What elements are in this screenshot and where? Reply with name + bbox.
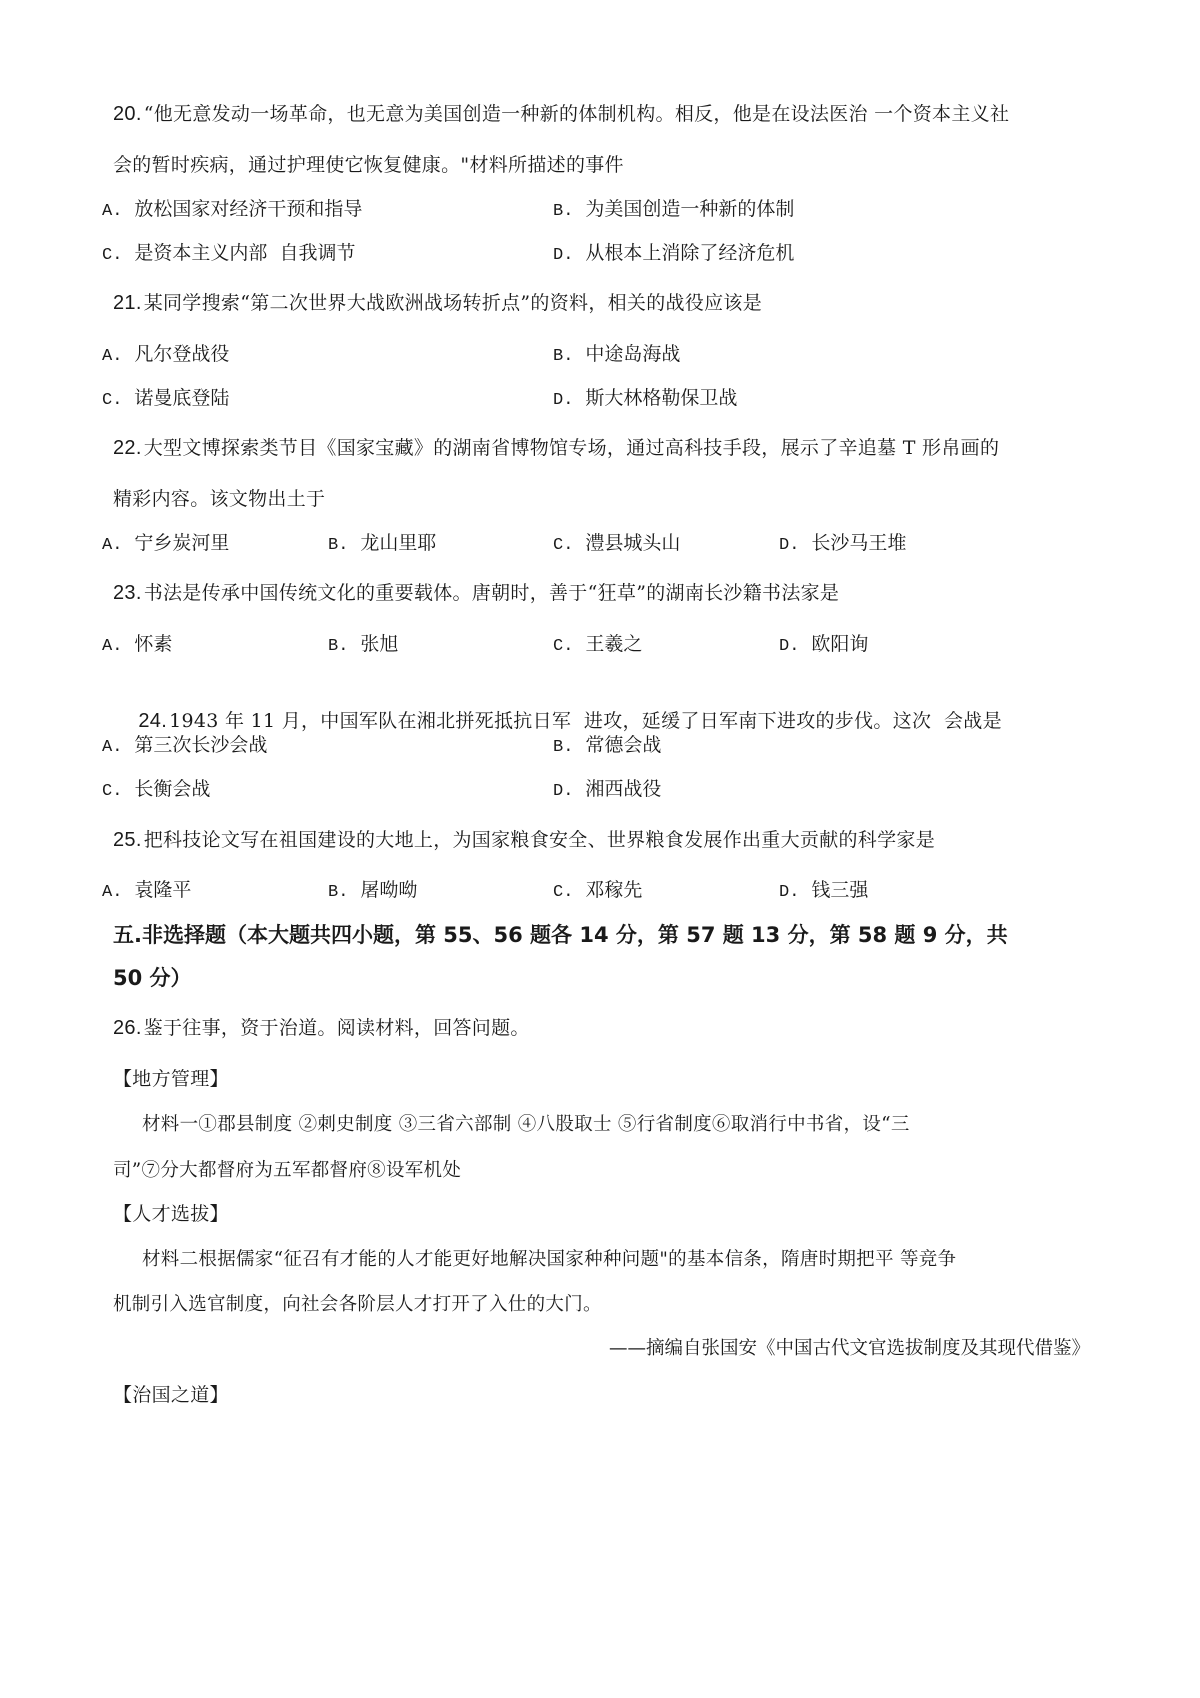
option-text: 王羲之 (585, 633, 643, 655)
question-20-option-d (553, 240, 794, 269)
option-text: 龙山里耶 (360, 532, 437, 554)
question-number: 20. (113, 103, 142, 125)
option-key: B. (553, 738, 574, 757)
option-key: B. (553, 347, 574, 366)
option-key: C. (553, 536, 574, 555)
question-24-option-d (553, 776, 661, 805)
option-text: 第三次长沙会战 (134, 734, 268, 756)
section-title-line-1: 五.非选择题（本大题共四小题，第 55、56 题各 14 分，第 57 题 13 分，第 58 题 9 分，共 (113, 923, 1008, 947)
question-26-intro (113, 1015, 1100, 1041)
option-text: 张旭 (360, 633, 399, 655)
option-key: A. (102, 738, 123, 757)
option-key: B. (553, 202, 574, 221)
option-text: 长沙马王堆 (811, 532, 907, 554)
question-21-option-a (102, 341, 229, 370)
question-number: 26. (113, 1017, 142, 1039)
question-text: 某同学搜索“第二次世界大战欧洲战场转折点”的资料，相关的战役应该是 (143, 292, 763, 314)
option-key: A. (102, 637, 123, 656)
question-20-line-2: 会的暂时疾病，通过护理使它恢复健康。"材料所描述的事件 (113, 154, 624, 176)
option-text: 邓稼先 (585, 879, 643, 901)
option-key: D. (779, 883, 800, 902)
question-number: 25. (113, 829, 142, 851)
question-text: “他无意发动一场革命，也无意为美国创造一种新的体制机构。相反，他是在设法医治 一个资本主义社 (143, 103, 1010, 125)
material-2-line-2: 机制引入选官制度，向社会各阶层人才打开了入仕的大门。 (113, 1294, 602, 1315)
option-text: 湘西战役 (585, 778, 662, 800)
option-key: C. (102, 246, 123, 265)
option-key: B. (328, 637, 349, 656)
option-text: 从根本上消除了经济危机 (585, 242, 795, 264)
option-key: D. (779, 637, 800, 656)
question-22-option-b (328, 530, 436, 559)
question-22-line-1 (113, 435, 1100, 461)
option-text: 欧阳询 (811, 633, 869, 655)
option-text: 中途岛海战 (585, 343, 681, 365)
question-number: 24. (138, 710, 168, 732)
question-23-option-c (553, 631, 642, 660)
option-key: A. (102, 202, 123, 221)
question-23-option-d (779, 631, 868, 660)
option-text: 屠呦呦 (360, 879, 418, 901)
question-24-option-b (553, 732, 661, 761)
question-25-option-b (328, 877, 417, 906)
question-number: 22. (113, 437, 142, 459)
option-key: A. (102, 536, 123, 555)
option-text: 放松国家对经济干预和指导 (134, 198, 363, 220)
question-25-option-a (102, 877, 191, 906)
option-text: 袁隆平 (134, 879, 192, 901)
option-text: 凡尔登战役 (134, 343, 230, 365)
material-2-attribution: ——摘编自张国安《中国古代文官选拔制度及其现代借鉴》 (608, 1338, 1090, 1359)
question-24-option-c (102, 776, 210, 805)
question-20-option-c (102, 240, 356, 269)
material-1-line-1: 材料一①郡县制度 ②刺史制度 ③三省六部制 ④八股取士 ⑤行省制度⑥取消行中书省，设“三 (142, 1114, 910, 1135)
question-text: 把科技论文写在祖国建设的大地上，为国家粮食安全、世界粮食发展作出重大贡献的科学家是 (143, 829, 936, 851)
question-22-option-a (102, 530, 229, 559)
question-20-option-a (102, 196, 362, 225)
option-text: 诺曼底登陆 (134, 387, 230, 409)
option-key: C. (102, 782, 123, 801)
question-text: 大型文博探索类节目《国家宝藏》的湖南省博物馆专场，通过高科技手段，展示了辛追墓 T 形帛画的 (143, 437, 1000, 459)
question-25-option-c (553, 877, 642, 906)
option-text: 斯大林格勒保卫战 (585, 387, 738, 409)
option-key: C. (553, 637, 574, 656)
question-24-option-a (102, 732, 267, 761)
option-key: D. (553, 246, 574, 265)
question-22-option-c (553, 530, 680, 559)
option-key: A. (102, 883, 123, 902)
option-key: C. (102, 391, 123, 410)
option-text: 澧县城头山 (585, 532, 681, 554)
option-text: 是资本主义内部 自我调节 (134, 242, 356, 264)
option-key: A. (102, 347, 123, 366)
option-key: B. (328, 536, 349, 555)
question-23-option-b (328, 631, 398, 660)
question-20-option-b (553, 196, 794, 225)
option-text: 怀素 (134, 633, 173, 655)
question-number: 23. (113, 582, 142, 604)
option-text: 常德会战 (585, 734, 662, 756)
question-number: 21. (113, 292, 142, 314)
question-22-line-2: 精彩内容。该文物出土于 (113, 488, 326, 510)
section-title-line-2: 50 分） (113, 966, 192, 990)
question-22-option-d (779, 530, 906, 559)
option-key: C. (553, 883, 574, 902)
option-key: D. (553, 391, 574, 410)
option-text: 宁乡炭河里 (134, 532, 230, 554)
heading-local-administration: 【地方管理】 (113, 1068, 229, 1090)
question-20-line-1 (113, 101, 1100, 127)
heading-talent-selection: 【人才选拔】 (113, 1203, 229, 1225)
question-23-line-1 (113, 580, 1100, 606)
material-1-line-2: 司”⑦分大都督府为五军都督府⑧设军机处 (113, 1160, 462, 1181)
question-23-option-a (102, 631, 172, 660)
question-21-option-b (553, 341, 680, 370)
question-21-option-c (102, 385, 229, 414)
question-text: 鉴于往事，资于治道。阅读材料，回答问题。 (143, 1017, 530, 1039)
option-text: 为美国创造一种新的体制 (585, 198, 795, 220)
option-key: D. (553, 782, 574, 801)
heading-governance: 【治国之道】 (113, 1384, 229, 1406)
question-text: 1943 年 11 月，中国军队在湘北拼死抵抗日军 进攻，延缓了日军南下进攻的步伐。这次 会战是 (169, 710, 1002, 732)
option-text: 长衡会战 (134, 778, 211, 800)
question-25-line-1 (113, 827, 1100, 853)
option-key: D. (779, 536, 800, 555)
question-21-option-d (553, 385, 737, 414)
option-key: B. (328, 883, 349, 902)
question-21-line-1 (113, 290, 1100, 316)
option-text: 钱三强 (811, 879, 869, 901)
material-2-line-1: 材料二根据儒家“征召有才能的人才能更好地解决国家种种问题"的基本信条，隋唐时期把平 等竞争 (142, 1249, 957, 1270)
question-25-option-d (779, 877, 868, 906)
question-text: 书法是传承中国传统文化的重要载体。唐朝时，善于“狂草”的湖南长沙籍书法家是 (143, 582, 840, 604)
